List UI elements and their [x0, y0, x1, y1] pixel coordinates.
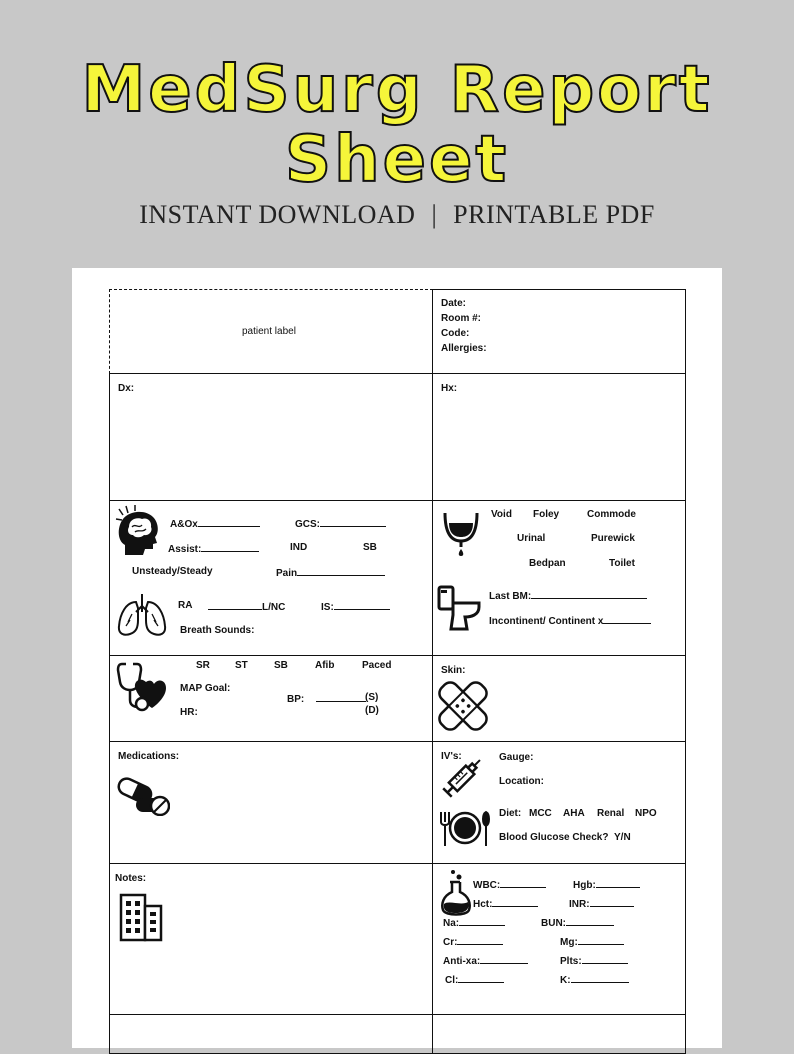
wbc-text: WBC: [473, 880, 501, 891]
room-label: Room #: [441, 313, 481, 324]
notes-box [109, 863, 433, 1015]
cr-label [443, 935, 503, 948]
bp-diastolic-label: (D) [365, 705, 379, 716]
diet-renal: Renal [597, 808, 625, 819]
urinal-option: Urinal [517, 533, 546, 544]
gcs-text: GCS: [295, 519, 320, 530]
foley-option: Foley [533, 509, 560, 520]
cl-label [445, 973, 504, 986]
antixa-text: Anti-xa: [443, 956, 481, 967]
title-line-2: Sheet [284, 123, 510, 197]
diet-aha: AHA [563, 808, 585, 819]
plts-line [582, 954, 628, 964]
glucose-check-label: Blood Glucose Check? [499, 832, 609, 843]
aox-line [198, 517, 260, 527]
bun-label [541, 916, 614, 929]
code-label: Code: [441, 328, 470, 339]
subtitle [0, 200, 794, 230]
incontinent-text: Incontinent/ Continent x [489, 616, 604, 627]
pain-text: Pain [276, 568, 298, 579]
purewick-option: Purewick [591, 533, 635, 544]
plts-label [560, 954, 628, 967]
bun-line [566, 916, 614, 926]
bladder-icon [441, 509, 481, 557]
gcs-label [295, 517, 386, 530]
aox-text: A&Ox [170, 519, 198, 530]
diet-label: Diet: [499, 808, 522, 819]
diet-npo: NPO [635, 808, 657, 819]
last-bm-text: Last BM: [489, 591, 532, 602]
na-label [443, 916, 505, 929]
gauge-label: Gauge: [499, 752, 534, 763]
inr-label [569, 897, 634, 910]
pain-line [297, 566, 385, 576]
skin-label: Skin: [441, 665, 466, 676]
cardiac-box [109, 655, 433, 742]
k-text: K: [560, 975, 571, 986]
hr-label: HR: [180, 707, 198, 718]
hgb-line [596, 878, 640, 888]
toilet-option: Toilet [609, 558, 635, 569]
allergies-label: Allergies: [441, 343, 487, 354]
ivs-label: IV's: [441, 751, 462, 762]
medications-box [109, 741, 433, 864]
bp-systolic-label: (S) [365, 692, 379, 703]
mg-line [578, 935, 624, 945]
incontinent-line [603, 614, 651, 624]
na-text: Na: [443, 918, 460, 929]
medications-label: Medications: [118, 751, 180, 762]
hgb-label [573, 878, 640, 891]
dx-label: Dx: [118, 383, 135, 394]
map-goal-label: MAP Goal: [180, 683, 231, 694]
gu-gi-box [432, 500, 686, 656]
info-box [432, 289, 686, 374]
bun-text: BUN: [541, 918, 566, 929]
plate-utensils-icon [437, 808, 491, 848]
hct-label [473, 897, 538, 910]
glucose-yn: Y/N [614, 832, 631, 843]
mg-label [560, 935, 624, 948]
rhythm-st: ST [235, 660, 248, 671]
flask-icon [439, 868, 473, 918]
brain-head-icon [115, 505, 159, 557]
breath-sounds-label: Breath Sounds: [180, 625, 255, 636]
subtitle-instant-download: INSTANT DOWNLOAD [139, 200, 416, 229]
hct-line [492, 897, 538, 907]
last-bm-label [489, 589, 647, 602]
date-label: Date: [441, 298, 467, 309]
antixa-line [480, 954, 528, 964]
assist-line [201, 542, 259, 552]
antixa-label [443, 954, 528, 967]
is-text: IS: [321, 602, 334, 613]
cr-text: Cr: [443, 937, 458, 948]
rhythm-afib: Afib [315, 660, 335, 671]
rhythm-sb: SB [274, 660, 288, 671]
bedpan-option: Bedpan [529, 558, 566, 569]
notes-label: Notes: [115, 873, 147, 884]
bp-text: BP: [287, 694, 305, 705]
rhythm-sr: SR [196, 660, 210, 671]
report-sheet [72, 268, 722, 1048]
rhythm-paced: Paced [362, 660, 392, 671]
is-line [334, 600, 390, 610]
syringe-icon [439, 754, 487, 800]
lnc-line [208, 600, 262, 610]
bp-line [316, 692, 366, 702]
incontinent-label [489, 614, 651, 627]
mg-text: Mg: [560, 937, 578, 948]
k-line [571, 973, 629, 983]
subtitle-separator: | [431, 200, 438, 229]
iv-diet-box [432, 741, 686, 864]
dx-box [109, 373, 433, 501]
cr-line [457, 935, 503, 945]
neuro-resp-box [109, 500, 433, 656]
lungs-icon [116, 592, 168, 638]
pills-icon [116, 776, 170, 816]
wbc-label [473, 878, 546, 891]
patient-label-box [109, 289, 433, 374]
bandage-icon [437, 680, 489, 732]
ra-label: RA [178, 600, 193, 611]
hgb-text: Hgb: [573, 880, 596, 891]
unsteady-label: Unsteady/Steady [132, 566, 213, 577]
hct-text: Hct: [473, 899, 493, 910]
lnc-text: L/NC [262, 602, 286, 613]
cl-line [458, 973, 504, 983]
gcs-line [320, 517, 386, 527]
aox-label [170, 517, 260, 530]
k-label [560, 973, 629, 986]
sb-label: SB [363, 542, 377, 553]
labs-box [432, 863, 686, 1015]
commode-option: Commode [587, 509, 636, 520]
ind-label: IND [290, 542, 308, 553]
diet-mcc: MCC [529, 808, 552, 819]
lnc-label [208, 600, 285, 613]
assist-text: Assist: [168, 544, 202, 555]
location-label: Location: [499, 776, 544, 787]
bottom-right-box [432, 1014, 686, 1054]
is-label [321, 600, 390, 613]
na-line [459, 916, 505, 926]
last-bm-line [531, 589, 647, 599]
bottom-left-box [109, 1014, 433, 1054]
void-option: Void [491, 509, 512, 520]
title-line-1: MedSurg Report [81, 53, 713, 127]
hx-label: Hx: [441, 383, 458, 394]
inr-text: INR: [569, 899, 590, 910]
subtitle-printable-pdf: PRINTABLE PDF [453, 200, 655, 229]
skin-box [432, 655, 686, 742]
hospital-building-icon [118, 892, 164, 942]
wbc-line [500, 878, 546, 888]
inr-line [590, 897, 634, 907]
bp-label [287, 692, 366, 705]
patient-label-text: patient label [242, 326, 296, 337]
pain-label [276, 566, 385, 579]
cl-text: Cl: [445, 975, 459, 986]
hx-box [432, 373, 686, 501]
assist-label [168, 542, 259, 555]
plts-text: Plts: [560, 956, 582, 967]
heart-stethoscope-icon [116, 660, 166, 712]
toilet-icon [437, 585, 483, 631]
